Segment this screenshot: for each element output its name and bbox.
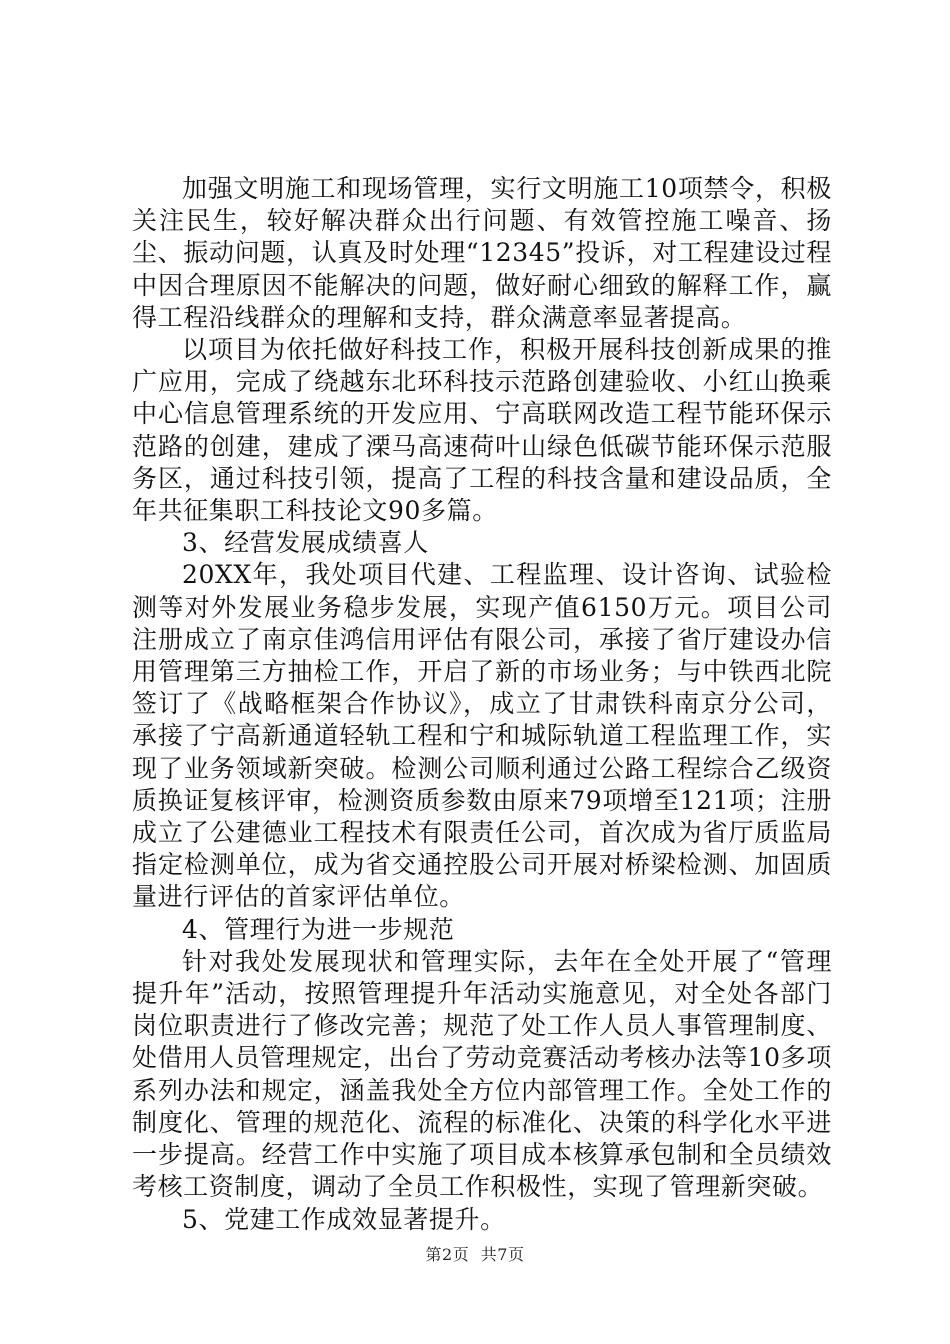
paragraph-business-development: 20XX年，我处项目代建、工程监理、设计咨询、试验检测等对外发展业务稳步发展，实现产值6150万元。项目公司注册成立了南京佳鸿信用评估有限公司，承接了省厅建设办信用管理第三方抽检工作，开启了新的市场业务；与中铁西北院签订了《战略框架合作协议》，成立了甘肃铁科南京分公司，承接了宁高新通道轻轨工程和宁和城际轨道工程监理工作，实现了业务领域新突破。检测公司顺利通过公路工程综合乙级资质换证复核评审，检测资质参数由原来79项增至121项；注册成立了公建德业工程技术有限责任公司，首次成为省厅质监局指定检测单位，成为省交通控股公司开展对桥梁检测、加固质量进行评估的首家评估单位。: [132, 560, 832, 912]
document-body: [132, 173, 832, 1236]
paragraph-technology-work: 以项目为依托做好科技工作，积极开展科技创新成果的推广应用，完成了绕越东北环科技示范路创建验收、小红山换乘中心信息管理系统的开发应用、宁高联网改造工程节能环保示范路的创建，建成了溧马高速荷叶山绿色低碳节能环保示范服务区，通过科技引领，提高了工程的科技含量和建设品质，全年共征集职工科技论文90多篇。: [132, 335, 832, 526]
page-total: 共7页: [480, 1245, 525, 1264]
heading-party-building: 5、党建工作成效显著提升。: [182, 1204, 506, 1234]
page-footer: [0, 1242, 950, 1265]
paragraph-civilized-construction: 加强文明施工和现场管理，实行文明施工10项禁令，积极关注民生，较好解决群众出行问题、有效管控施工噪音、扬尘、振动问题，认真及时处理“12345”投诉，对工程建设过程中因合理原因不能解决的问题，做好耐心细致的解释工作，赢得工程沿线群众的理解和支持，群众满意率显著提高。: [132, 174, 832, 332]
page-number: 第2页: [425, 1245, 470, 1264]
heading-business-development: 3、经营发展成绩喜人: [182, 528, 429, 558]
paragraph-management-standardization: 针对我处发展现状和管理实际，去年在全处开展了“管理提升年”活动，按照管理提升年活动实施意见，对全处各部门岗位职责进行了修改完善；规范了处工作人员人事管理制度、处借用人员管理规定，出台了劳动竞赛活动考核办法等10多项系列办法和规定，涵盖我处全方位内部管理工作。全处工作的制度化、管理的规范化、流程的标准化、决策的科学化水平进一步提高。经营工作中实施了项目成本核算承包制和全员绩效考核工资制度，调动了全员工作积极性，实现了管理新突破。: [132, 946, 832, 1202]
heading-management-standardization: 4、管理行为进一步规范: [182, 914, 455, 944]
